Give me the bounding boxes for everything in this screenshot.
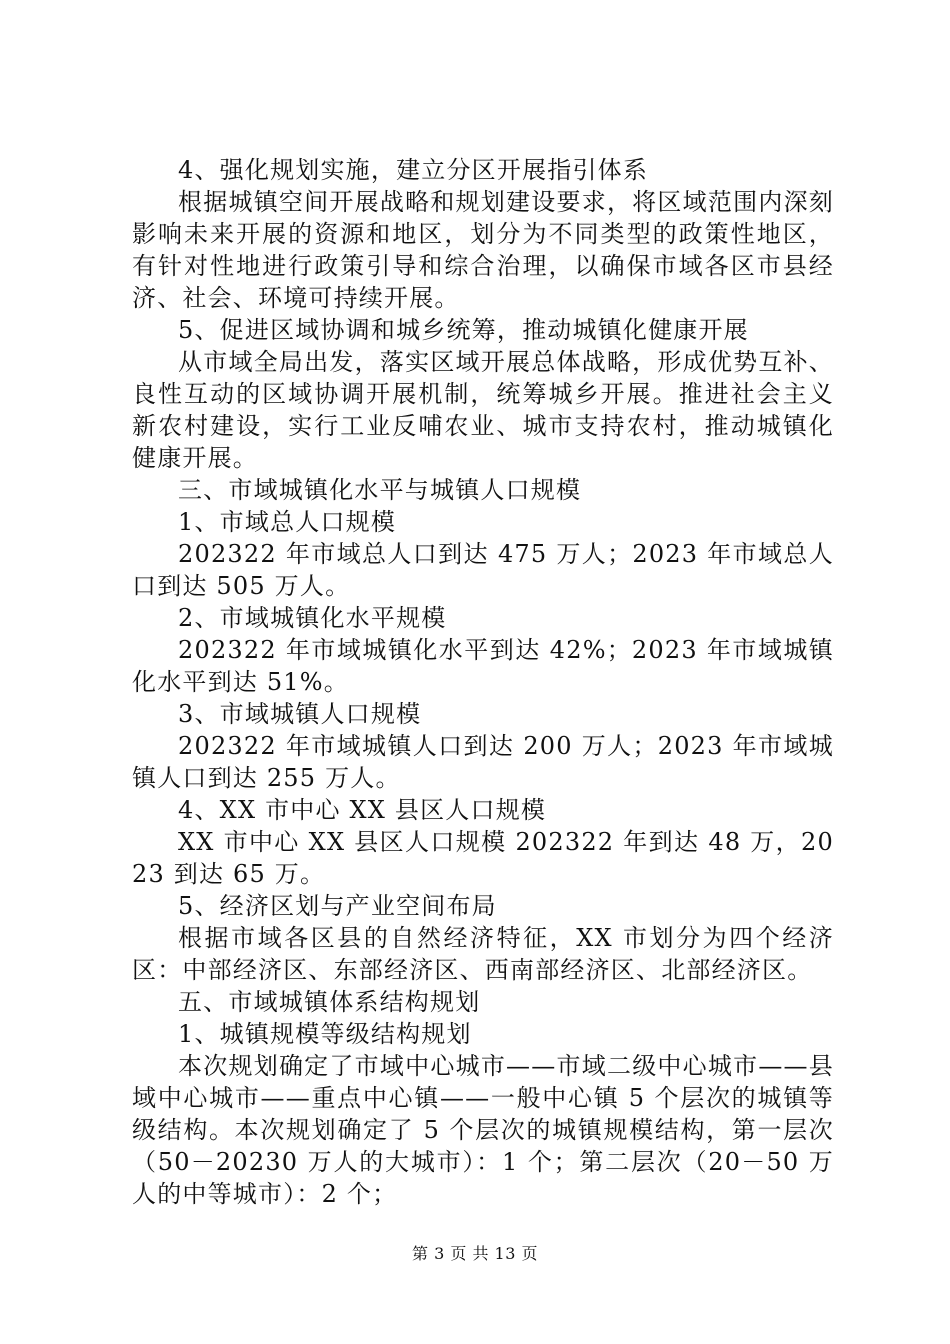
heading-strengthen-planning: 4、强化规划实施，建立分区开展指引体系 [178,156,649,184]
page-number-footer: 第 3 页 共 13 页 [412,1244,538,1263]
paragraph-center-population: XX 市中心 XX 县区人口规模 202322 年到达 48 万，2023 到达 65 万。 [132,828,834,888]
paragraph-scale-hierarchy: 本次规划确定了市域中心城市——市域二级中心城市——县域中心城市——重点中心镇——一般中心镇 5 个层次的城镇等级结构。本次规划确定了 5 个层次的城镇规模结构，第一层次（50－20230 万人的大城市）：1 个；第二层次（20－50 万人的中等城市）：2 个； [132,1052,834,1208]
paragraph-strengthen-planning: 根据城镇空间开展战略和规划建设要求，将区域范围内深刻影响未来开展的资源和地区，划分为不同类型的政策性地区，有针对性地进行政策引导和综合治理，以确保市域各区市县经济、社会、环境可持续开展。 [132,188,834,312]
heading-regional-coordination: 5、促进区域协调和城乡统筹，推动城镇化健康开展 [178,316,749,344]
heading-urban-population: 3、市域城镇人口规模 [178,700,422,728]
heading-total-population: 1、市域总人口规模 [178,508,397,536]
paragraph-economic-zoning: 根据市域各区县的自然经济特征，XX 市划分为四个经济区：中部经济区、东部经济区、西南部经济区、北部经济区。 [132,924,834,984]
section-heading-urbanization: 三、市域城镇化水平与城镇人口规模 [178,476,582,504]
paragraph-total-population: 202322 年市域总人口到达 475 万人；2023 年市域总人口到达 505 万人。 [132,540,834,600]
paragraph-urban-population: 202322 年市域城镇人口到达 200 万人；2023 年市域城镇人口到达 255 万人。 [132,732,834,792]
heading-scale-hierarchy: 1、城镇规模等级结构规划 [178,1020,472,1048]
heading-urbanization-level: 2、市域城镇化水平规模 [178,604,447,632]
heading-economic-zoning: 5、经济区划与产业空间布局 [178,892,497,920]
paragraph-regional-coordination: 从市域全局出发，落实区域开展总体战略，形成优势互补、良性互动的区域协调开展机制，统筹城乡开展。推进社会主义新农村建设，实行工业反哺农业、城市支持农村，推动城镇化健康开展。 [132,348,834,472]
paragraph-urbanization-level: 202322 年市域城镇化水平到达 42%；2023 年市域城镇化水平到达 51%。 [132,636,834,696]
document-body [132,154,834,1210]
section-heading-urban-system: 五、市域城镇体系结构规划 [178,988,481,1016]
heading-center-population: 4、XX 市中心 XX 县区人口规模 [178,796,547,824]
